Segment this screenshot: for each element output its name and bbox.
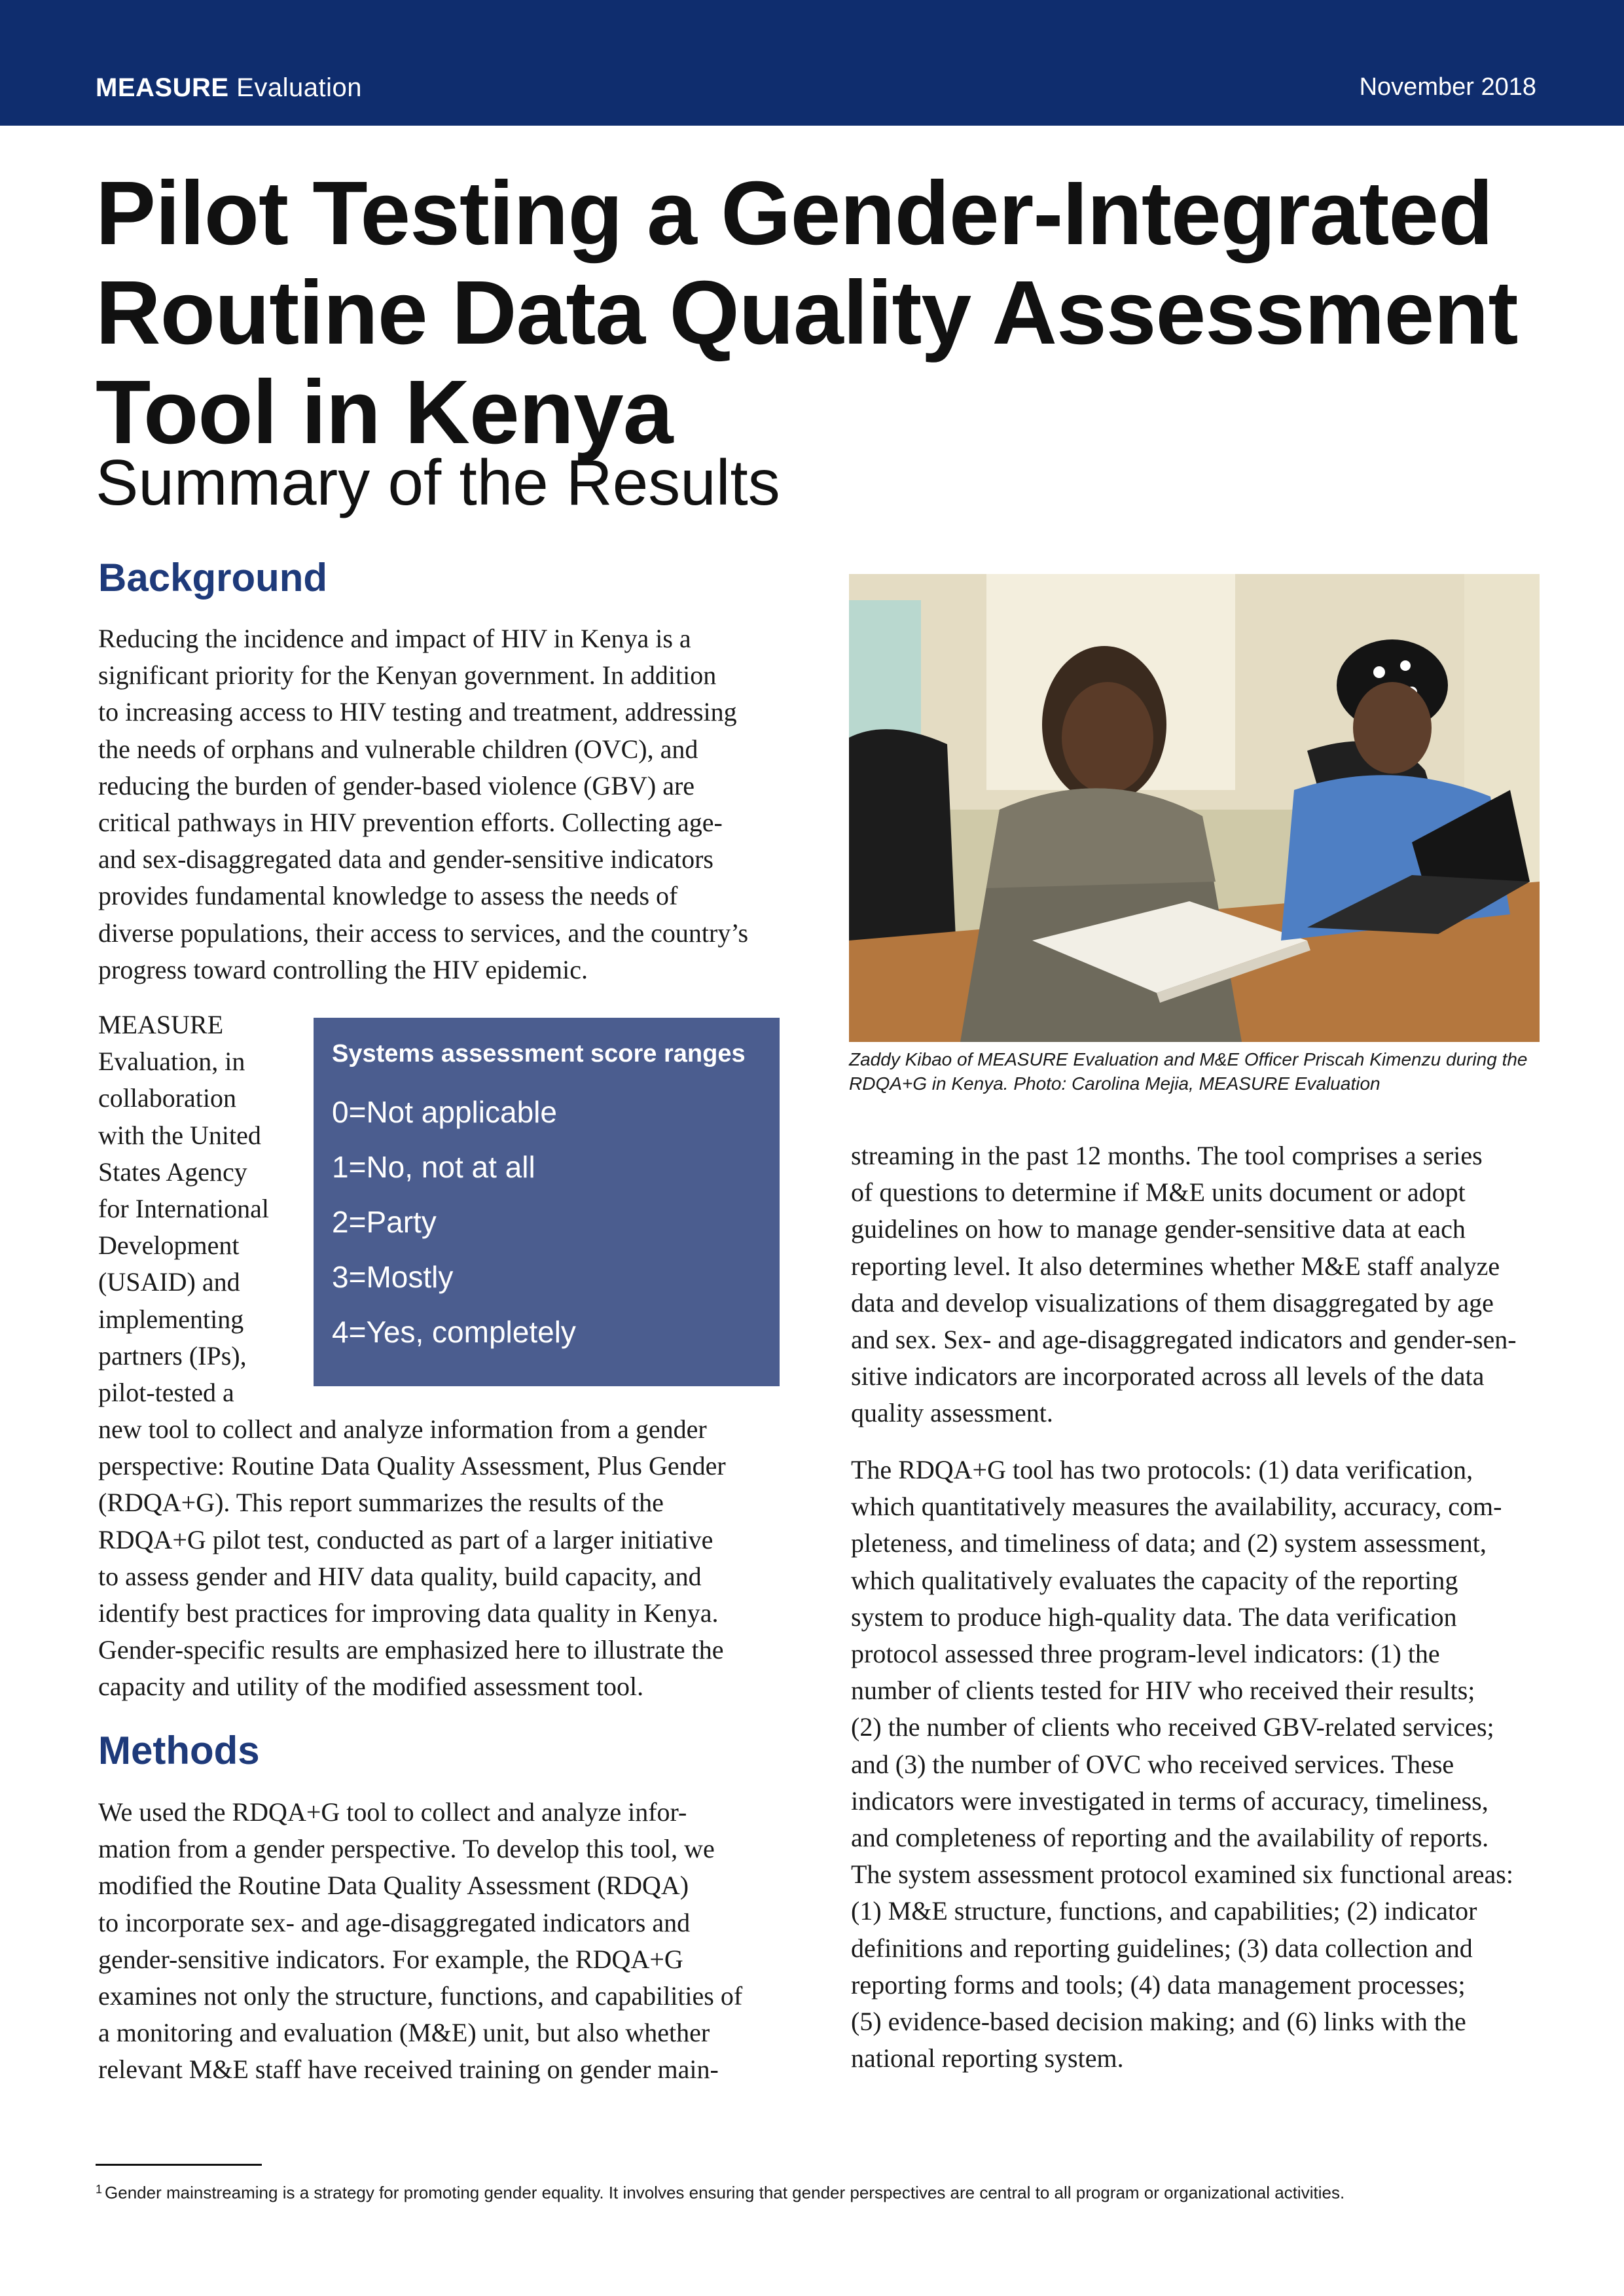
text-line: States Agency bbox=[98, 1157, 247, 1187]
text-line: of questions to determine if M&E units document or adopt bbox=[851, 1177, 1466, 1208]
title-line: Tool in Kenya bbox=[96, 362, 673, 463]
text-line: sitive indicators are incorporated across all levels of the data bbox=[851, 1361, 1485, 1391]
text-line: critical pathways in HIV prevention efforts. Collecting age- bbox=[98, 808, 723, 838]
text-line: The system assessment protocol examined six functional areas: bbox=[851, 1859, 1513, 1890]
caption-line: RDQA+G in Kenya. Photo: Carolina Mejia, MEASURE Evaluation bbox=[849, 1073, 1380, 1094]
text-line: examines not only the structure, functions, and capabilities of bbox=[98, 1981, 743, 2011]
methods-heading: Methods bbox=[98, 1729, 260, 1772]
score-range-item: 1=No, not at all bbox=[332, 1150, 535, 1184]
text-line: Development bbox=[98, 1230, 240, 1261]
brand-rest: Evaluation bbox=[228, 73, 362, 102]
text-line: progress toward controlling the HIV epidemic. bbox=[98, 954, 588, 984]
text-line: The RDQA+G tool has two protocols: (1) data verification, bbox=[851, 1455, 1473, 1484]
methods-paragraph bbox=[98, 1794, 812, 2089]
footnote-marker: 1 bbox=[96, 2183, 103, 2196]
score-range-item: 0=Not applicable bbox=[332, 1095, 557, 1129]
photo bbox=[849, 574, 1540, 1042]
footnote bbox=[96, 2178, 1562, 2204]
footnote-text: Gender mainstreaming is a strategy for promoting gender equality. It involves ensuring that gender perspectives are central to all program or organizational activities. bbox=[105, 2183, 1345, 2202]
text-line: and (3) the number of OVC who received services. These bbox=[851, 1749, 1454, 1779]
text-line: reporting level. It also determines whether M&E staff analyze bbox=[851, 1251, 1500, 1281]
text-line: (USAID) and bbox=[98, 1267, 240, 1297]
brand-logo bbox=[96, 73, 362, 103]
text-line: to assess gender and HIV data quality, build capacity, and bbox=[98, 1561, 702, 1591]
text-line: gender-sensitive indicators. For example, the RDQA+G bbox=[98, 1944, 683, 1974]
background-paragraph-1 bbox=[98, 620, 792, 988]
text-line: capacity and utility of the modified assessment tool. bbox=[98, 1672, 644, 1702]
text-line: which quantitatively measures the availability, accuracy, com- bbox=[851, 1492, 1502, 1522]
text-line: pleteness, and timeliness of data; and (2) system assessment, bbox=[851, 1528, 1487, 1558]
text-line: new tool to collect and analyze information from a gender bbox=[98, 1414, 707, 1444]
text-line: identify best practices for improving data quality in Kenya. bbox=[98, 1598, 719, 1628]
title-line: Pilot Testing a Gender-Integrated bbox=[96, 163, 1493, 264]
text-line: a monitoring and evaluation (M&E) unit, but also whether bbox=[98, 2018, 710, 2048]
score-ranges-title: Systems assessment score ranges bbox=[332, 1040, 746, 1067]
background-paragraph-2-wrap bbox=[98, 1007, 308, 1411]
right-paragraph-2 bbox=[851, 1452, 1571, 2077]
brand-bold: MEASURE bbox=[96, 73, 229, 102]
text-line: quality assessment. bbox=[851, 1398, 1053, 1428]
text-line: with the United bbox=[98, 1120, 261, 1150]
text-line: relevant M&E staff have received training on gender main- bbox=[98, 2054, 719, 2085]
text-line: (RDQA+G). This report summarizes the results of the bbox=[98, 1488, 664, 1518]
photo-caption bbox=[849, 1047, 1543, 1096]
header-bar bbox=[0, 0, 1624, 126]
publication-date: November 2018 bbox=[1359, 73, 1536, 101]
right-paragraph-1 bbox=[851, 1138, 1571, 1432]
text-line: and sex-disaggregated data and gender-sensitive indicators bbox=[98, 844, 713, 874]
text-line: provides fundamental knowledge to assess the needs of bbox=[98, 881, 678, 911]
text-line: collaboration bbox=[98, 1083, 237, 1113]
text-line: national reporting system. bbox=[851, 2043, 1124, 2073]
text-line: for International bbox=[98, 1194, 269, 1224]
text-line: to increasing access to HIV testing and treatment, addressing bbox=[98, 697, 737, 727]
text-line: and completeness of reporting and the availability of reports. bbox=[851, 1823, 1489, 1853]
text-line: perspective: Routine Data Quality Assessment, Plus Gender bbox=[98, 1451, 726, 1481]
score-ranges-box bbox=[314, 1018, 780, 1386]
background-paragraph-2 bbox=[98, 1411, 792, 1706]
text-line: significant priority for the Kenyan government. In addition bbox=[98, 660, 717, 691]
text-line: streaming in the past 12 months. The tool comprises a series bbox=[851, 1141, 1483, 1170]
text-line: (1) M&E structure, functions, and capabilities; (2) indicator bbox=[851, 1896, 1477, 1926]
title-line: Routine Data Quality Assessment bbox=[96, 262, 1518, 363]
text-line: We used the RDQA+G tool to collect and analyze infor- bbox=[98, 1797, 687, 1827]
score-range-item: 4=Yes, completely bbox=[332, 1315, 576, 1349]
page-title bbox=[96, 164, 1568, 462]
text-line: guidelines on how to manage gender-sensitive data at each bbox=[851, 1214, 1466, 1244]
text-line: implementing bbox=[98, 1304, 244, 1334]
photo-illustration bbox=[849, 574, 1540, 1042]
footnote-rule bbox=[96, 2164, 262, 2166]
text-line: and sex. Sex- and age-disaggregated indicators and gender-sen- bbox=[851, 1325, 1517, 1355]
text-line: Evaluation, in bbox=[98, 1047, 245, 1077]
text-line: to incorporate sex- and age-disaggregated indicators and bbox=[98, 1907, 691, 1937]
text-line: partners (IPs), bbox=[98, 1340, 247, 1371]
caption-line: Zaddy Kibao of MEASURE Evaluation and M&E Officer Priscah Kimenzu during the bbox=[849, 1049, 1528, 1069]
text-line: (5) evidence-based decision making; and (6) links with the bbox=[851, 2007, 1466, 2037]
text-line: Gender-specific results are emphasized here to illustrate the bbox=[98, 1635, 724, 1665]
text-line: Reducing the incidence and impact of HIV in Kenya is a bbox=[98, 624, 691, 653]
background-heading: Background bbox=[98, 556, 328, 600]
text-line: indicators were investigated in terms of accuracy, timeliness, bbox=[851, 1785, 1489, 1816]
text-line: reducing the burden of gender-based violence (GBV) are bbox=[98, 770, 695, 800]
text-line: MEASURE bbox=[98, 1010, 224, 1039]
text-line: which qualitatively evaluates the capacity of the reporting bbox=[851, 1565, 1458, 1595]
text-line: pilot-tested a bbox=[98, 1378, 234, 1408]
text-line: number of clients tested for HIV who received their results; bbox=[851, 1676, 1475, 1706]
score-range-item: 2=Party bbox=[332, 1205, 437, 1239]
score-range-item: 3=Mostly bbox=[332, 1260, 454, 1294]
text-line: reporting forms and tools; (4) data management processes; bbox=[851, 1969, 1466, 2000]
text-line: data and develop visualizations of them disaggregated by age bbox=[851, 1287, 1494, 1318]
text-line: protocol assessed three program-level indicators: (1) the bbox=[851, 1639, 1440, 1669]
text-line: modified the Routine Data Quality Assessment (RDQA) bbox=[98, 1871, 689, 1901]
text-line: the needs of orphans and vulnerable children (OVC), and bbox=[98, 734, 698, 764]
text-line: RDQA+G pilot test, conducted as part of a larger initiative bbox=[98, 1524, 713, 1554]
page-subtitle: Summary of the Results bbox=[96, 446, 780, 518]
text-line: mation from a gender perspective. To develop this tool, we bbox=[98, 1834, 715, 1864]
text-line: (2) the number of clients who received GBV-related services; bbox=[851, 1712, 1494, 1742]
text-line: system to produce high-quality data. The data verification bbox=[851, 1602, 1457, 1632]
text-line: diverse populations, their access to services, and the country’s bbox=[98, 918, 749, 948]
text-line: definitions and reporting guidelines; (3) data collection and bbox=[851, 1933, 1473, 1963]
